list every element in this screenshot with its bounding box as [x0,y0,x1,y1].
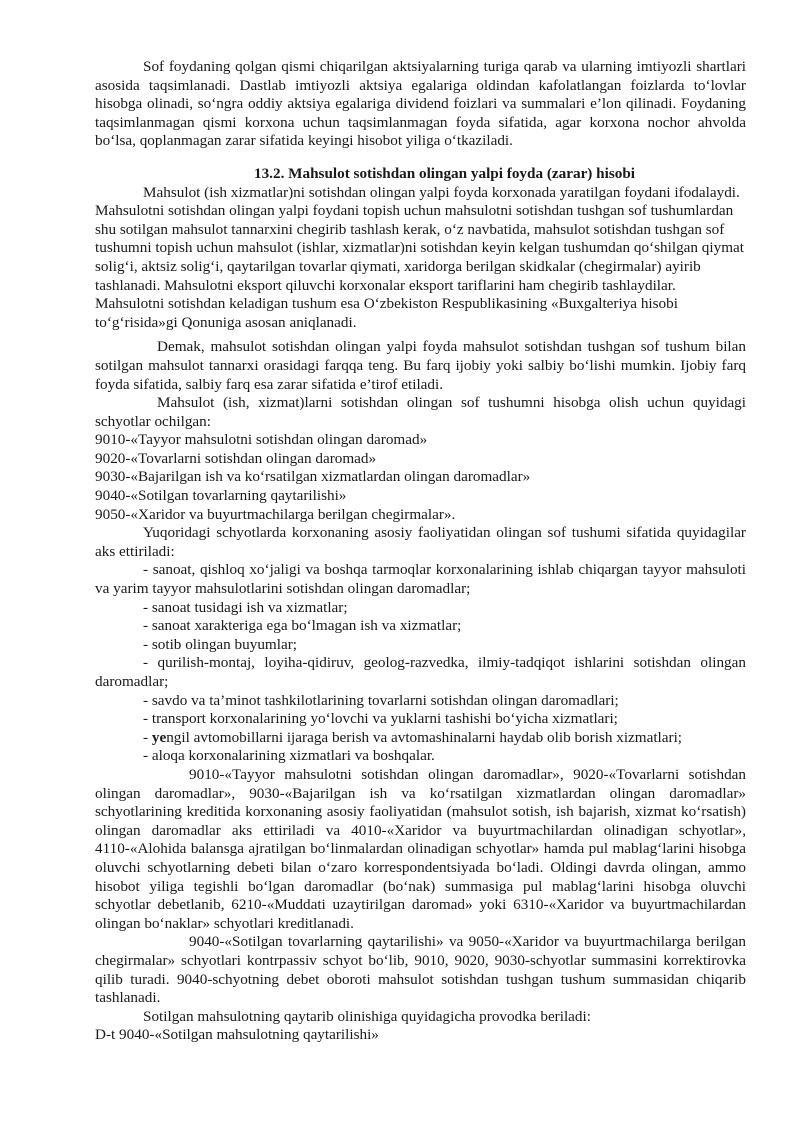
entry-debit-line: D-t 9040-«Sotilgan mahsulotning qaytarilishi» [95,1026,379,1044]
revenue-item: - transport korxonalarining yo‘lovchi va yuklarni tashishi bo‘yicha xizmatlari; [143,710,618,728]
revenue-item: - qurilish-montaj, loyiha-qidiruv, geolog-razvedka, ilmiy-tadqiqot ishlarini sotishdan olingan daromadlar; [95,654,746,690]
paragraph-profit-distribution: Sof foydaning qolgan qismi chiqarilgan aktsiyalarning turiga qarab va ularning imtiyozli shartlari asosida taqsimlanadi. Dastlab imtiyozli aktsiya egalariga oldindan kafolatlangan foizlarda to‘lovlar hisobga olinadi, so‘ngra oddiy aktsiya egalariga dividend foizlari va summalari e’lon qilinadi. Foydaning taqsimlanmagan qismi korxona uchun taqsimlanmagan foyda sifatida, agar korxona nochor ahvolda bo‘lsa, qoplanmagan zarar sifatida keyingi hisobot yiliga o‘tkaziladi. [95,58,746,150]
account-item: 9040-«Sotilgan tovarlarning qaytarilishi» [95,487,347,505]
paragraph-credit-accounts: 9010-«Tayyor mahsulotni sotishdan olingan daromadlar», 9020-«Tovarlarni sotishdan olingan daromadlar», 9030-«Bajarilgan ish va ko‘rsatilgan xizmatlardan olingan daromadlar» schyotlarining kreditida korxonaning asosiy faoliyatidan (mahsulot sotish, ish bajarish, xizmat ko‘rsatish) olingan daromadlar aks ettiriladi va 4010-«Xaridor va buyurtmachilardan olinadigan schyotlar», 4110-«Alohida balansga ajratilgan bo‘linmalardan olinadigan schyotlar» hamda pul mablag‘larini hisobga oluvchi schyotlarning debeti bilan o‘zaro korrespondentsiyada bo‘ladi. Oldingi davrda olingan, ammo hisobot yiliga tegishli bo‘lgan daromadlar (bo‘nak) summasiga pul mablag‘larini hisobga oluvchi schyotlar debetlanib, 6210-«Muddati uzaytirilgan daromad» yoki 6310-«Xaridor va buyurtmachilardan olingan bo‘naklar» schyotlari kreditlanadi. [95,765,746,932]
paragraph-gross-profit: Mahsulot (ish xizmatlar)ni sotishdan olingan yalpi foyda korxonada yaratilgan foydani ifodalaydi. Mahsulotni sotishdan olingan yalpi foydani topish uchun mahsulotni sotishdan tushgan sof tushumlardan shu sotilgan mahsulot tannarxini chegirib tashlash kerak, o‘z navbatida, mahsulot sotishdan tushgan sof tushumni topish uchun mahsulot (ishlar, xizmatlar)ni sotishdan keyin kelgan tushumdan qo‘shilgan qiymat solig‘i, aktsiz solig‘i, qaytarilgan tovarlar qiymati, xaridorga berilgan skidkalar (chegirmalar) ayirib tashlanadi. Mahsulotni eksport qiluvchi korxonalar eksport tariflarini ham chegirib tashlaydilar. Mahsulotni sotishdan keladigan tushum esa O‘zbekiston Respublikasining «Buxgalteriya hisobi to‘g‘risida»gi Qonuniga asosan aniqlanadi. [95,183,744,331]
account-item: 9030-«Bajarilgan ish va ko‘rsatilgan xizmatlardan olingan daromadlar» [95,468,531,486]
revenue-item-bold: ye [151,728,167,746]
paragraph-return-entry: Sotilgan mahsulotning qaytarib olinishiga quyidagicha provodka beriladi: [143,1007,591,1025]
paragraph-revenue-sources: Yuqoridagi schyotlarda korxonaning asosiy faoliyatidan olingan sof tushumi sifatida quyidagilar aks ettiriladi: [95,524,746,560]
revenue-item: - sanoat tusidagi ish va xizmatlar; [143,598,348,616]
accounts-list [95,431,746,524]
account-item: 9010-«Tayyor mahsulotni sotishdan olingan daromad» [95,431,428,449]
revenue-item: - aloqa korxonalarining xizmatlari va boshqalar. [143,747,435,765]
revenue-item [95,729,746,748]
paragraph-accounts-intro: Mahsulot (ish, xizmat)larni sotishdan olingan sof tushumni hisobga olish uchun quyidagi schyotlar ochilgan: [95,394,746,430]
revenue-item-rest: ngil avtomobillarni ijaraga berish va avtomashinalarni haydab olib borish xizmatlari; [166,728,683,746]
revenue-item: - savdo va ta’minot tashkilotlarining tovarlarni sotishdan olingan daromadlari; [143,691,619,709]
revenue-item: - sotib olingan buyumlar; [143,635,297,653]
revenue-items-list [95,561,746,766]
account-item: 9050-«Xaridor va buyurtmachilarga berilgan chegirmalar». [95,505,456,523]
section-heading: 13.2. Mahsulot sotishdan olingan yalpi foyda (zarar) hisobi [253,164,635,182]
revenue-item: - sanoat, qishloq xo‘jaligi va boshqa tarmoqlar korxonalarining ishlab chiqargan tayyor mahsuloti va yarim tayyor mahsulotlarini sotishdan olingan daromadlar; [95,561,746,598]
paragraph-conclusion: Demak, mahsulot sotishdan olingan yalpi foyda mahsulot sotishdan tushgan sof tushum bilan sotilgan mahsulot tannarxi orasidagi farqqa teng. Bu farq ijobiy yoki salbiy bo‘lishi mumkin. Ijobiy farq foyda sifatida, salbiy farq esa zarar sifatida e’tirof etiladi. [95,338,746,393]
revenue-item: - sanoat xarakteriga ega bo‘lmagan ish va xizmatlar; [143,617,462,635]
account-item: 9020-«Tovarlarni sotishdan olingan daromad» [95,449,377,467]
revenue-item-prefix: - [143,728,152,746]
document-page [95,58,746,1045]
paragraph-contra-accounts: 9040-«Sotilgan tovarlarning qaytarilishi» va 9050-«Xaridor va buyurtmachilarga berilgan chegirmalar» schyotlari kontrpassiv schyot bo‘lib, 9010, 9020, 9030-schyotlar summasini korrektirovka qilib turadi. 9040-schyotning debet oboroti mahsulot sotishdan tushgan tushum summasidan chiqarib tashlanadi. [95,933,746,1007]
